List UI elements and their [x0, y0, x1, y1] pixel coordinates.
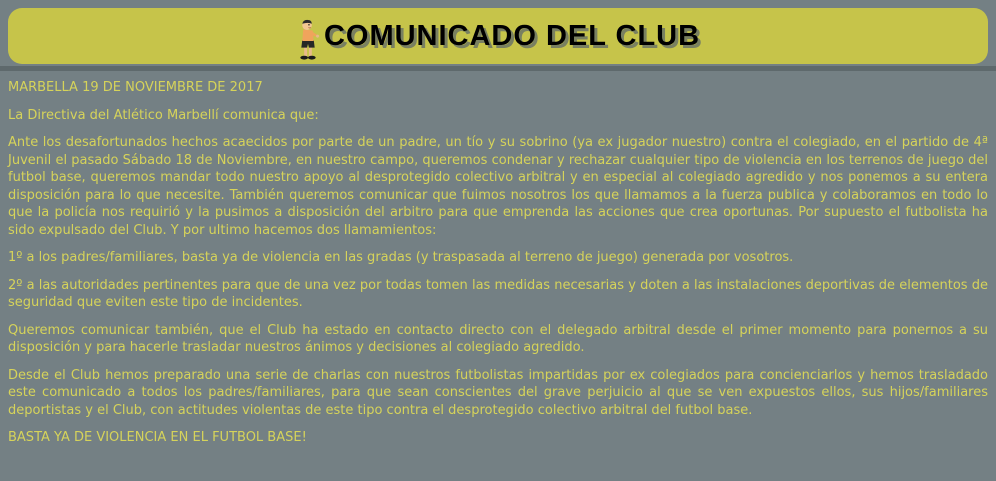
announcement-paragraph-first-call: 1º a los padres/familiares, basta ya de violencia en las gradas (y traspasada al terreno de juego) generada por vosotros. — [8, 250, 794, 265]
announcement-body — [0, 71, 996, 447]
header-banner — [8, 8, 988, 64]
announcement-paragraph-main: Ante los desafortunados hechos acaecidos por parte de un padre, un tío y su sobrino (ya ex jugador nuestro) contra el colegiado, en el partido de 4ª Juvenil el pasado Sábado 18 de Noviembre, en nuestro campo, queremos condenar y rechazar cualquier tipo de violencia en los terrenos de juego del futbol base, queremos mandar todo nuestro apoyo al desprotegido colectivo arbitral y en especial al colegiado agredido y nos ponemos a su entera disposición para lo que necesite. También queremos comunicar que fuimos nosotros los que llamamos a la fuerza publica y colaboramos en todo lo que la policía nos requirió y la pusimos a disposición del arbitro para que emprenda las acciones que crea oportunas. Por supuesto el futbolista ha sido expulsado del Club. Y por ultimo hacemos dos llamamientos: — [8, 135, 988, 238]
announcement-paragraph-second-call: 2º a las autoridades pertinentes para que de una vez por todas tomen las medidas necesarias y doten a las instalaciones deportivas de elementos de seguridad que eviten este tipo de incidentes. — [8, 277, 988, 310]
closing-line: BASTA YA DE VIOLENCIA EN EL FUTBOL BASE! — [8, 430, 307, 445]
dateline: MARBELLA 19 DE NOVIEMBRE DE 2017 — [8, 80, 263, 95]
header-banner-inner — [296, 11, 700, 61]
referee-mascot-icon — [296, 19, 320, 61]
intro-line: La Directiva del Atlético Marbellí comunica que: — [8, 107, 319, 123]
page-title: COMUNICADO DEL CLUB — [323, 19, 701, 52]
announcement-paragraph-talks: Desde el Club hemos preparado una serie de charlas con nuestros futbolistas impartidas por ex colegiados para concienciarlos y hemos trasladado este comunicado a todos los padres/familiares, para que sean conscientes del grave perjuicio al que se ven expuestos ellos, sus hijos/familiares deportistas y el Club, con actitudes violentas de este tipo contra el desprotegido colectivo arbitral del futbol base. — [8, 367, 988, 418]
announcement-paragraph-delegate: Queremos comunicar también, que el Club ha estado en contacto directo con el delegado arbitral desde el primer momento para ponernos a su disposición y para hacerle trasladar nuestros ánimos y decisiones al colegiado agredido. — [8, 322, 988, 355]
